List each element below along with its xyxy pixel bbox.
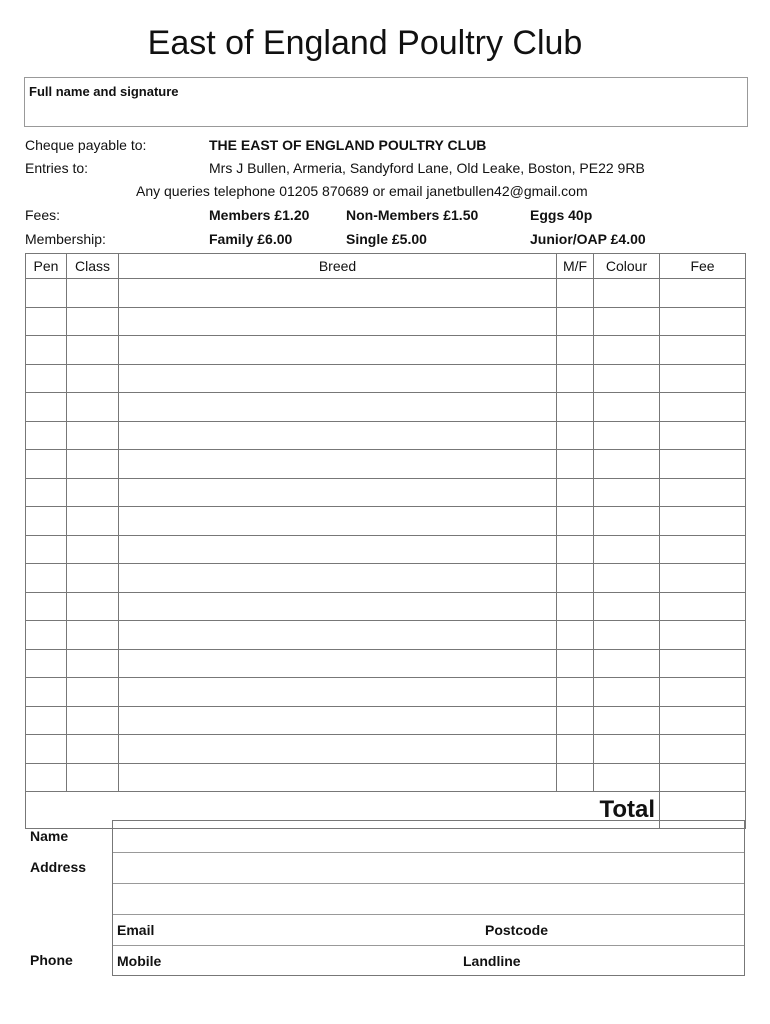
header-breed: Breed: [119, 254, 557, 279]
entry-rows: [26, 279, 746, 792]
name-label: Name: [30, 828, 69, 844]
entry-cell[interactable]: [594, 364, 660, 393]
entry-cell[interactable]: [26, 336, 67, 365]
entry-cell[interactable]: [26, 307, 67, 336]
entry-cell[interactable]: [557, 364, 594, 393]
entry-cell[interactable]: [67, 735, 119, 764]
entry-cell[interactable]: [594, 279, 660, 308]
table-row: [26, 393, 746, 422]
entries-table: [25, 253, 746, 829]
entry-cell[interactable]: [67, 621, 119, 650]
entry-cell[interactable]: [660, 564, 746, 593]
table-row: [26, 763, 746, 792]
membership-junior: Junior/OAP £4.00: [530, 231, 646, 247]
row-divider: [113, 914, 744, 915]
entry-cell[interactable]: [119, 450, 557, 479]
entry-cell[interactable]: [26, 592, 67, 621]
entry-cell[interactable]: [557, 336, 594, 365]
table-row: [26, 279, 746, 308]
entry-cell[interactable]: [119, 735, 557, 764]
entry-cell[interactable]: [67, 450, 119, 479]
entry-cell[interactable]: [594, 678, 660, 707]
postcode-label: Postcode: [485, 922, 549, 938]
header-colour: Colour: [594, 254, 660, 279]
page-title: East of England Poultry Club: [147, 24, 583, 62]
table-row: [26, 735, 746, 764]
fees-label: Fees:: [25, 207, 61, 223]
entry-cell[interactable]: [26, 507, 67, 536]
entry-cell[interactable]: [67, 307, 119, 336]
entry-cell[interactable]: [26, 649, 67, 678]
entry-cell[interactable]: [26, 735, 67, 764]
entry-cell[interactable]: [26, 706, 67, 735]
entry-cell[interactable]: [557, 535, 594, 564]
table-row: [26, 364, 746, 393]
entry-cell[interactable]: [119, 678, 557, 707]
membership-label: Membership:: [25, 231, 106, 247]
entry-cell[interactable]: [557, 678, 594, 707]
entry-cell[interactable]: [594, 621, 660, 650]
table-row: [26, 564, 746, 593]
header-class: Class: [67, 254, 119, 279]
entry-cell[interactable]: [119, 592, 557, 621]
entry-cell[interactable]: [660, 393, 746, 422]
entries-label: Entries to:: [25, 160, 89, 176]
table-row: [26, 706, 746, 735]
entry-cell[interactable]: [26, 763, 67, 792]
entry-cell[interactable]: [67, 364, 119, 393]
entry-cell[interactable]: [594, 393, 660, 422]
header-pen: Pen: [26, 254, 67, 279]
entry-cell[interactable]: [67, 592, 119, 621]
row-divider: [113, 852, 744, 853]
entry-cell[interactable]: [594, 735, 660, 764]
entry-cell[interactable]: [67, 649, 119, 678]
fees-eggs: Eggs 40p: [530, 207, 593, 223]
entry-cell[interactable]: [594, 507, 660, 536]
entry-cell[interactable]: [557, 393, 594, 422]
entry-cell[interactable]: [119, 649, 557, 678]
entry-cell[interactable]: [594, 450, 660, 479]
entry-cell[interactable]: [119, 535, 557, 564]
entry-cell[interactable]: [557, 763, 594, 792]
table-row: [26, 678, 746, 707]
landline-label: Landline: [463, 953, 521, 969]
entry-cell[interactable]: [660, 592, 746, 621]
cheque-label: Cheque payable to:: [25, 137, 147, 153]
entry-cell[interactable]: [557, 621, 594, 650]
entry-cell[interactable]: [67, 535, 119, 564]
entry-cell[interactable]: [594, 649, 660, 678]
entry-cell[interactable]: [119, 763, 557, 792]
entry-cell[interactable]: [557, 649, 594, 678]
entry-cell[interactable]: [119, 478, 557, 507]
entry-cell[interactable]: [660, 763, 746, 792]
entry-cell[interactable]: [26, 621, 67, 650]
entry-cell[interactable]: [119, 393, 557, 422]
entry-cell[interactable]: [660, 336, 746, 365]
table-row: [26, 535, 746, 564]
entry-cell[interactable]: [67, 507, 119, 536]
contact-details-box[interactable]: [112, 820, 745, 976]
entry-cell[interactable]: [660, 621, 746, 650]
entry-cell[interactable]: [594, 564, 660, 593]
header-mf: M/F: [557, 254, 594, 279]
table-row: [26, 649, 746, 678]
row-divider: [113, 945, 744, 946]
header-fee: Fee: [660, 254, 746, 279]
entry-cell[interactable]: [660, 535, 746, 564]
entry-cell[interactable]: [26, 450, 67, 479]
total-label: Total: [26, 792, 660, 829]
table-header-row: [26, 254, 746, 279]
entry-cell[interactable]: [660, 649, 746, 678]
table-row: [26, 478, 746, 507]
table-row: [26, 621, 746, 650]
phone-label: Phone: [30, 952, 73, 968]
queries-text: Any queries telephone 01205 870689 or email janetbullen42@gmail.com: [136, 183, 588, 199]
fees-members: Members £1.20: [209, 207, 310, 223]
entry-cell[interactable]: [119, 364, 557, 393]
entry-cell[interactable]: [557, 507, 594, 536]
entry-cell[interactable]: [26, 478, 67, 507]
entry-cell[interactable]: [67, 678, 119, 707]
entry-cell[interactable]: [660, 307, 746, 336]
entry-cell[interactable]: [557, 307, 594, 336]
row-divider: [113, 883, 744, 884]
entry-cell[interactable]: [557, 421, 594, 450]
table-row: [26, 336, 746, 365]
entry-cell[interactable]: [119, 564, 557, 593]
entry-cell[interactable]: [660, 706, 746, 735]
table-row: [26, 450, 746, 479]
entry-cell[interactable]: [557, 592, 594, 621]
entry-cell[interactable]: [557, 450, 594, 479]
entry-cell[interactable]: [594, 307, 660, 336]
entry-cell[interactable]: [660, 678, 746, 707]
entry-cell[interactable]: [119, 421, 557, 450]
entry-cell[interactable]: [119, 336, 557, 365]
entry-cell[interactable]: [119, 706, 557, 735]
entry-cell[interactable]: [119, 507, 557, 536]
entry-cell[interactable]: [26, 279, 67, 308]
entry-cell[interactable]: [660, 478, 746, 507]
entry-cell[interactable]: [660, 735, 746, 764]
entry-cell[interactable]: [594, 763, 660, 792]
mobile-label: Mobile: [117, 953, 162, 969]
entry-cell[interactable]: [26, 393, 67, 422]
table-row: [26, 592, 746, 621]
entry-cell[interactable]: [26, 564, 67, 593]
cheque-value: THE EAST OF ENGLAND POULTRY CLUB: [209, 137, 487, 153]
table-row: [26, 421, 746, 450]
entry-cell[interactable]: [594, 478, 660, 507]
entry-cell[interactable]: [557, 706, 594, 735]
entry-cell[interactable]: [26, 535, 67, 564]
entry-cell[interactable]: [67, 393, 119, 422]
entry-cell[interactable]: [594, 706, 660, 735]
entry-cell[interactable]: [67, 421, 119, 450]
entries-value: Mrs J Bullen, Armeria, Sandyford Lane, Old Leake, Boston, PE22 9RB: [209, 160, 645, 176]
entry-cell[interactable]: [594, 421, 660, 450]
entry-cell[interactable]: [67, 564, 119, 593]
entry-cell[interactable]: [594, 592, 660, 621]
entry-cell[interactable]: [67, 763, 119, 792]
table-row: [26, 307, 746, 336]
entry-cell[interactable]: [67, 336, 119, 365]
entry-cell[interactable]: [557, 478, 594, 507]
entry-cell[interactable]: [660, 450, 746, 479]
full-name-signature-label: Full name and signature: [29, 84, 179, 99]
entry-cell[interactable]: [26, 364, 67, 393]
entry-cell[interactable]: [594, 336, 660, 365]
address-label: Address: [30, 859, 87, 875]
entry-cell[interactable]: [557, 735, 594, 764]
entry-cell[interactable]: [119, 307, 557, 336]
full-name-signature-field[interactable]: [24, 77, 748, 127]
entry-cell[interactable]: [26, 678, 67, 707]
entry-cell[interactable]: [67, 478, 119, 507]
membership-family: Family £6.00: [209, 231, 293, 247]
entry-cell[interactable]: [119, 279, 557, 308]
entry-cell[interactable]: [119, 621, 557, 650]
entry-cell[interactable]: [26, 421, 67, 450]
table-row: [26, 507, 746, 536]
entry-cell[interactable]: [557, 564, 594, 593]
entry-cell[interactable]: [660, 507, 746, 536]
entry-cell[interactable]: [660, 421, 746, 450]
entry-cell[interactable]: [660, 279, 746, 308]
entry-cell[interactable]: [594, 535, 660, 564]
entry-cell[interactable]: [67, 279, 119, 308]
email-label: Email: [117, 922, 155, 938]
entry-cell[interactable]: [660, 364, 746, 393]
fees-nonmembers: Non-Members £1.50: [346, 207, 479, 223]
entry-cell[interactable]: [67, 706, 119, 735]
entry-cell[interactable]: [557, 279, 594, 308]
membership-single: Single £5.00: [346, 231, 427, 247]
